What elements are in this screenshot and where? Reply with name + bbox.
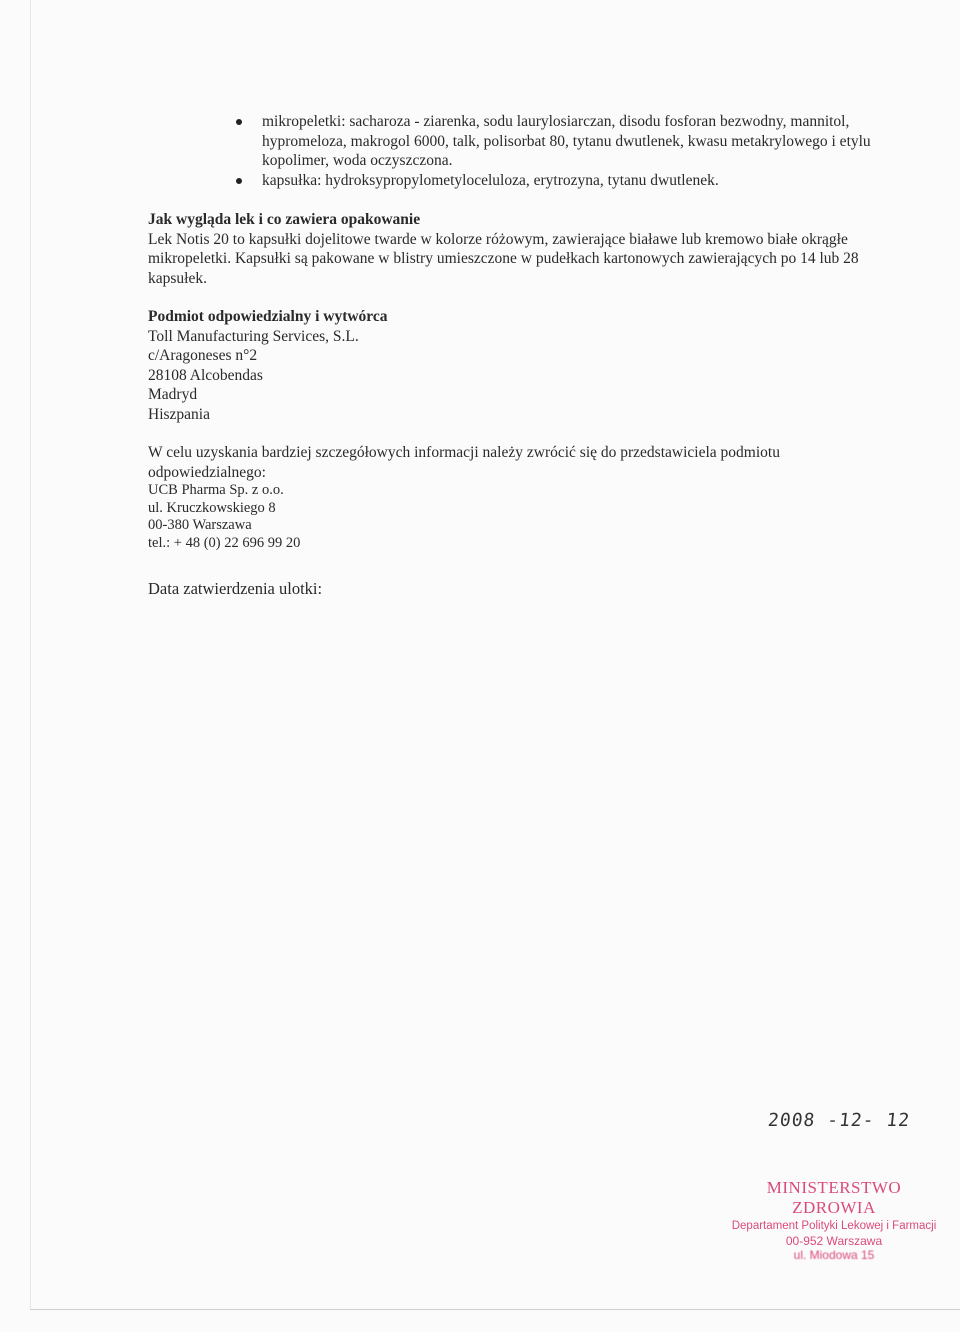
appearance-body: Lek Notis 20 to kapsułki dojelitowe twarde w kolorze różowym, zawierające białawe lub kremowo białe okrągłe mikropeletki. Kapsułki są pakowane w blistry umieszczone w pudełkach kartonowych zawierających po 14 lub 28 kapsułek. (148, 230, 859, 287)
manufacturer-title: Podmiot odpowiedzialny i wytwórca (148, 308, 388, 325)
manufacturer-country: Hiszpania (148, 405, 210, 423)
ingredient-pellets: mikropeletki: sacharoza - ziarenka, sodu laurylosiarczan, disodu fosforan bezwodny, mannitol, hypromeloza, makrogol 6000, talk, polisorbat 80, tytanu dwutlenek, kwasu metakrylowego i etylu kopolimer, woda oczyszczona. (262, 113, 871, 169)
contact-intro: W celu uzyskania bardziej szczegółowych informacji należy zwrócić się do przedstawiciela podmiotu odpowiedzialnego: (148, 444, 780, 481)
contact-phone: tel.: + 48 (0) 22 696 99 20 (148, 534, 301, 551)
manufacturer-address (148, 327, 878, 425)
ingredients-list (148, 112, 878, 190)
stamp-postcode: 00-952 Warszawa (785, 1234, 883, 1248)
leaflet-content (148, 112, 878, 599)
ministry-stamp (724, 1178, 944, 1262)
contact-city: 00-380 Warszawa (148, 517, 252, 533)
contact-address (148, 482, 878, 552)
stamp-ministry: MINISTERSTWO ZDROWIA (766, 1178, 902, 1217)
ingredient-capsule: kapsułka: hydroksypropylometyloceluloza, erytrozyna, tytanu dwutlenek. (262, 171, 719, 189)
list-item (148, 112, 878, 171)
page-edge-bottom (30, 1309, 960, 1310)
stamp-street: ul. Miodowa 15 (793, 1248, 875, 1262)
manufacturer-street: c/Aragoneses n°2 (148, 347, 258, 364)
bullet-icon (236, 178, 242, 184)
manufacturer-name: Toll Manufacturing Services, S.L. (148, 327, 359, 345)
contact-company: UCB Pharma Sp. z o.o. (148, 482, 284, 498)
contact-street: ul. Kruczkowskiego 8 (148, 499, 276, 516)
appearance-title: Jak wygląda lek i co zawiera opakowanie (148, 211, 421, 228)
approval-date-stamp: 2008 -12- 12 (766, 1110, 912, 1131)
page-edge-left (30, 0, 31, 1310)
manufacturer-postcode: 28108 Alcobendas (148, 366, 263, 384)
stamp-department: Departament Polityki Lekowej i Farmacji (731, 1220, 937, 1232)
approval-date-label: Data zatwierdzenia ulotki: (148, 579, 323, 598)
list-item (148, 171, 878, 191)
bullet-icon (236, 119, 242, 125)
manufacturer-region: Madryd (148, 386, 198, 403)
